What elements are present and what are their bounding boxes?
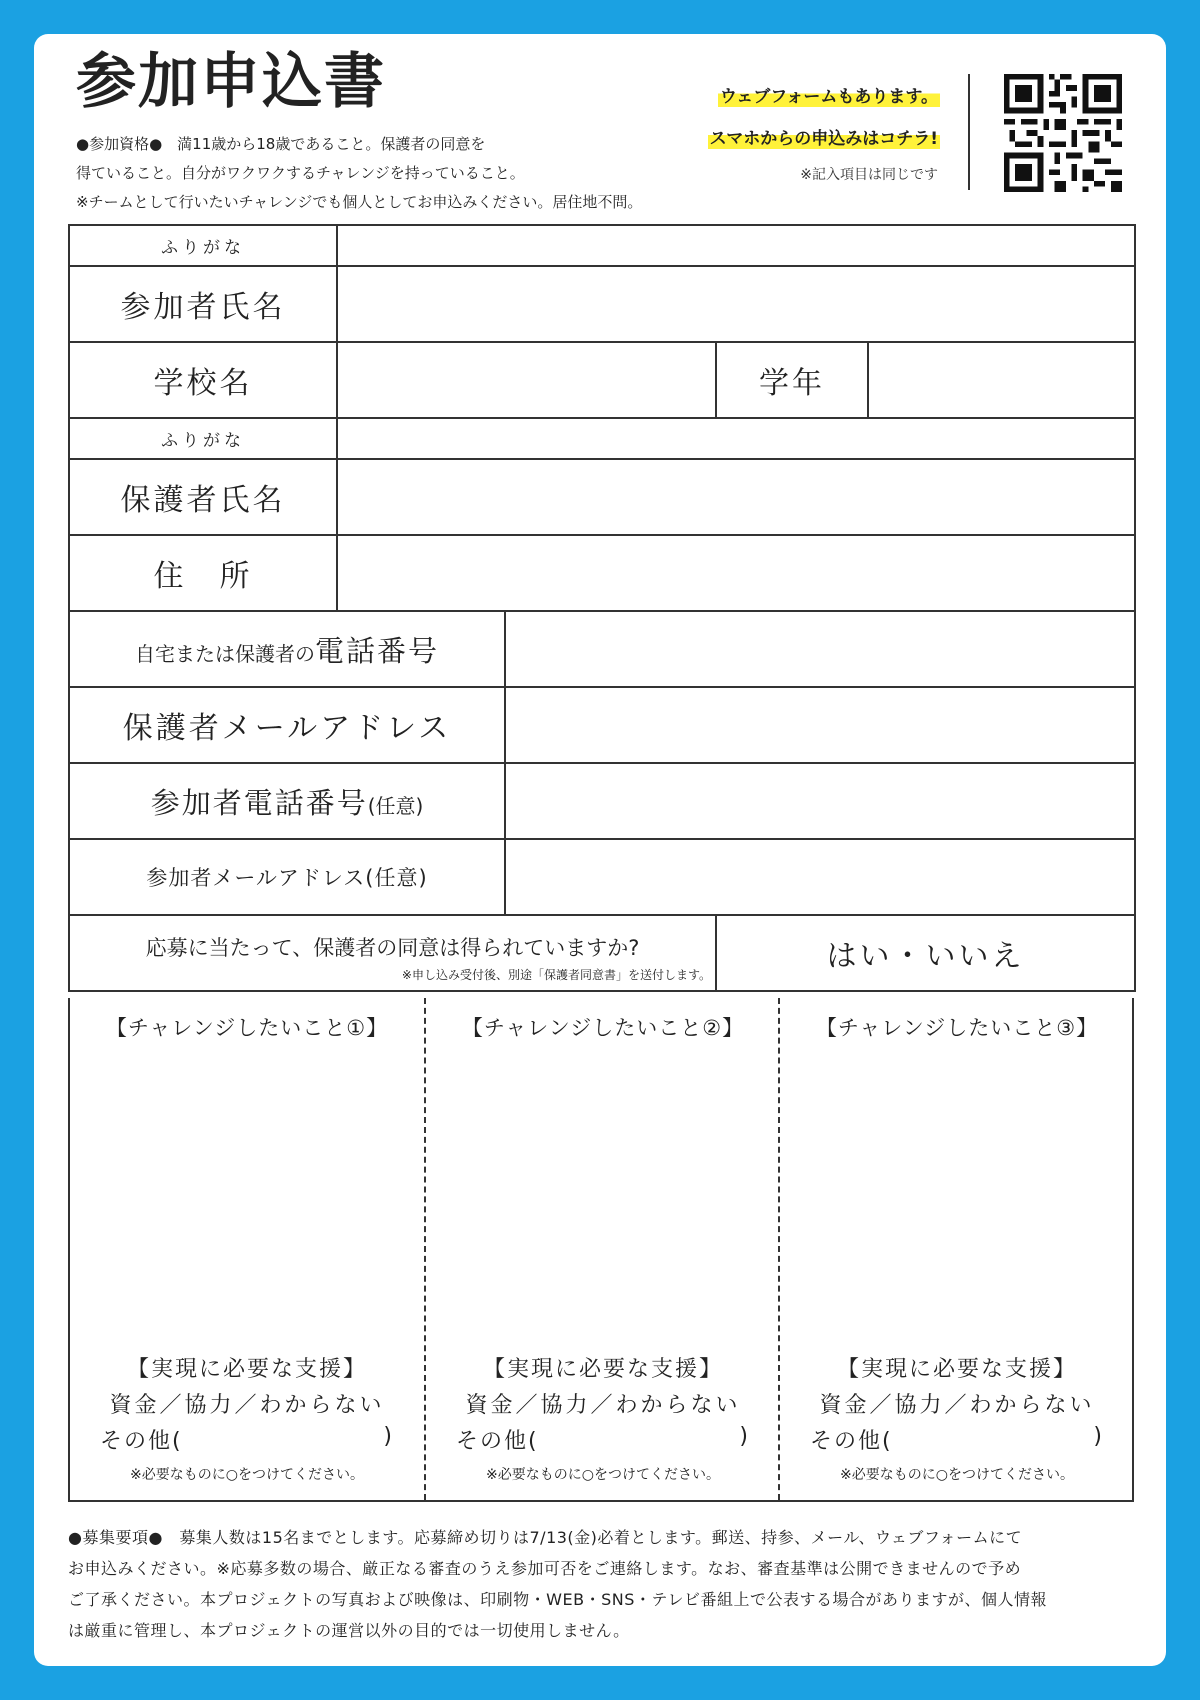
recruitment-requirements: [68, 1522, 1134, 1646]
challenge-column-1[interactable]: [70, 998, 424, 1500]
challenge-column-3[interactable]: [778, 998, 1134, 1500]
divider: [968, 74, 970, 190]
school-name-field[interactable]: [337, 342, 716, 418]
requirements-line: お申込みください。※応募多数の場合、厳正なる審査のうえ参加可否をご連絡します。なお、審査基準は公開できませんので予め: [68, 1559, 1022, 1578]
same-items-note: ※記入項目は同じです: [800, 167, 938, 183]
guardian-name-field[interactable]: [337, 459, 1135, 535]
circle-note: ※必要なものに○をつけてください。: [130, 1467, 364, 1483]
participant-phone-label-main: 参加者電話番号: [150, 785, 368, 820]
other-field[interactable]: [456, 1424, 750, 1455]
support-heading: 【実現に必要な支援】: [126, 1357, 367, 1382]
optional-mark: (任意): [367, 793, 424, 818]
challenge-heading: 【チャレンジしたいこと②】: [461, 1016, 745, 1040]
other-close: ): [383, 1424, 394, 1449]
participant-email-label: 参加者メールアドレス(任意): [69, 839, 505, 915]
other-close: ): [739, 1424, 750, 1449]
school-name-label: 学校名: [69, 342, 337, 418]
other-field[interactable]: [100, 1424, 394, 1455]
participant-phone-label: [69, 763, 505, 839]
circle-note: ※必要なものに○をつけてください。: [486, 1467, 720, 1483]
participant-name-field[interactable]: [337, 266, 1135, 342]
guardian-furigana-label: ふりがな: [69, 418, 337, 459]
home-phone-label: [69, 611, 505, 687]
other-label: その他(: [456, 1429, 539, 1454]
participant-name-label: 参加者氏名: [69, 266, 337, 342]
challenge-section: [68, 998, 1134, 1502]
participant-phone-field[interactable]: [505, 763, 1135, 839]
application-sheet: [34, 34, 1166, 1666]
eligibility-line: 得ていること。自分がワクワクするチャレンジを持っていること。: [76, 164, 525, 182]
support-options[interactable]: 資金／協力／わからない: [465, 1393, 741, 1418]
other-label: その他(: [810, 1429, 893, 1454]
qr-code-icon[interactable]: [1004, 74, 1122, 192]
support-options[interactable]: 資金／協力／わからない: [109, 1393, 385, 1418]
consent-note: ※申し込み受付後、別途「保護者同意書」を送付します。: [401, 967, 711, 982]
circle-note: ※必要なものに○をつけてください。: [840, 1467, 1074, 1483]
support-options[interactable]: 資金／協力／わからない: [819, 1393, 1095, 1418]
home-phone-field[interactable]: [505, 611, 1135, 687]
participant-email-field[interactable]: [505, 839, 1135, 915]
requirements-line: ご了承ください。本プロジェクトの写真および映像は、印刷物・WEB・SNS・テレビ番組上で公表する場合がありますが、個人情報: [68, 1590, 1048, 1609]
other-field[interactable]: [810, 1424, 1104, 1455]
grade-label: 学年: [716, 342, 868, 418]
requirements-line: は厳重に管理し、本プロジェクトの運営以外の目的では一切使用しません。: [68, 1621, 630, 1640]
support-heading: 【実現に必要な支援】: [836, 1357, 1077, 1382]
guardian-name-label: 保護者氏名: [69, 459, 337, 535]
eligibility-text: [76, 130, 696, 217]
other-label: その他(: [100, 1429, 183, 1454]
consent-question-cell: [69, 915, 716, 991]
challenge-heading: 【チャレンジしたいこと①】: [105, 1016, 389, 1040]
guardian-furigana-field[interactable]: [337, 418, 1135, 459]
eligibility-line: ※チームとして行いたいチャレンジでも個人としてお申込みください。居住地不問。: [76, 193, 643, 211]
application-form-table: [68, 224, 1136, 992]
support-heading: 【実現に必要な支援】: [482, 1357, 723, 1382]
home-phone-label-small: 自宅または保護者の: [134, 641, 315, 666]
address-label: 住 所: [69, 535, 337, 611]
requirements-line: ●募集要項● 募集人数は15名までとします。応募締め切りは7/13(金)必着とします。郵送、持参、メール、ウェブフォームにて: [68, 1528, 1023, 1547]
consent-answer[interactable]: はい・いいえ: [716, 915, 1135, 991]
other-close: ): [1093, 1424, 1104, 1449]
guardian-email-field[interactable]: [505, 687, 1135, 763]
webform-promo-line2: スマホからの申込みはコチラ!: [708, 124, 940, 149]
eligibility-line: ●参加資格● 満11歳から18歳であること。保護者の同意を: [76, 135, 486, 153]
challenge-heading: 【チャレンジしたいこと③】: [815, 1016, 1099, 1040]
page-title: 参加申込書: [76, 47, 386, 117]
webform-promo-line1: ウェブフォームもあります。: [718, 82, 940, 107]
address-field[interactable]: [337, 535, 1135, 611]
grade-field[interactable]: [868, 342, 1135, 418]
guardian-email-label: 保護者メールアドレス: [69, 687, 505, 763]
consent-question: 応募に当たって、保護者の同意は得られていますか?: [145, 935, 640, 960]
challenge-column-2[interactable]: [424, 998, 780, 1500]
home-phone-label-large: 電話番号: [314, 633, 439, 668]
participant-furigana-field[interactable]: [337, 225, 1135, 266]
participant-furigana-label: ふりがな: [69, 225, 337, 266]
